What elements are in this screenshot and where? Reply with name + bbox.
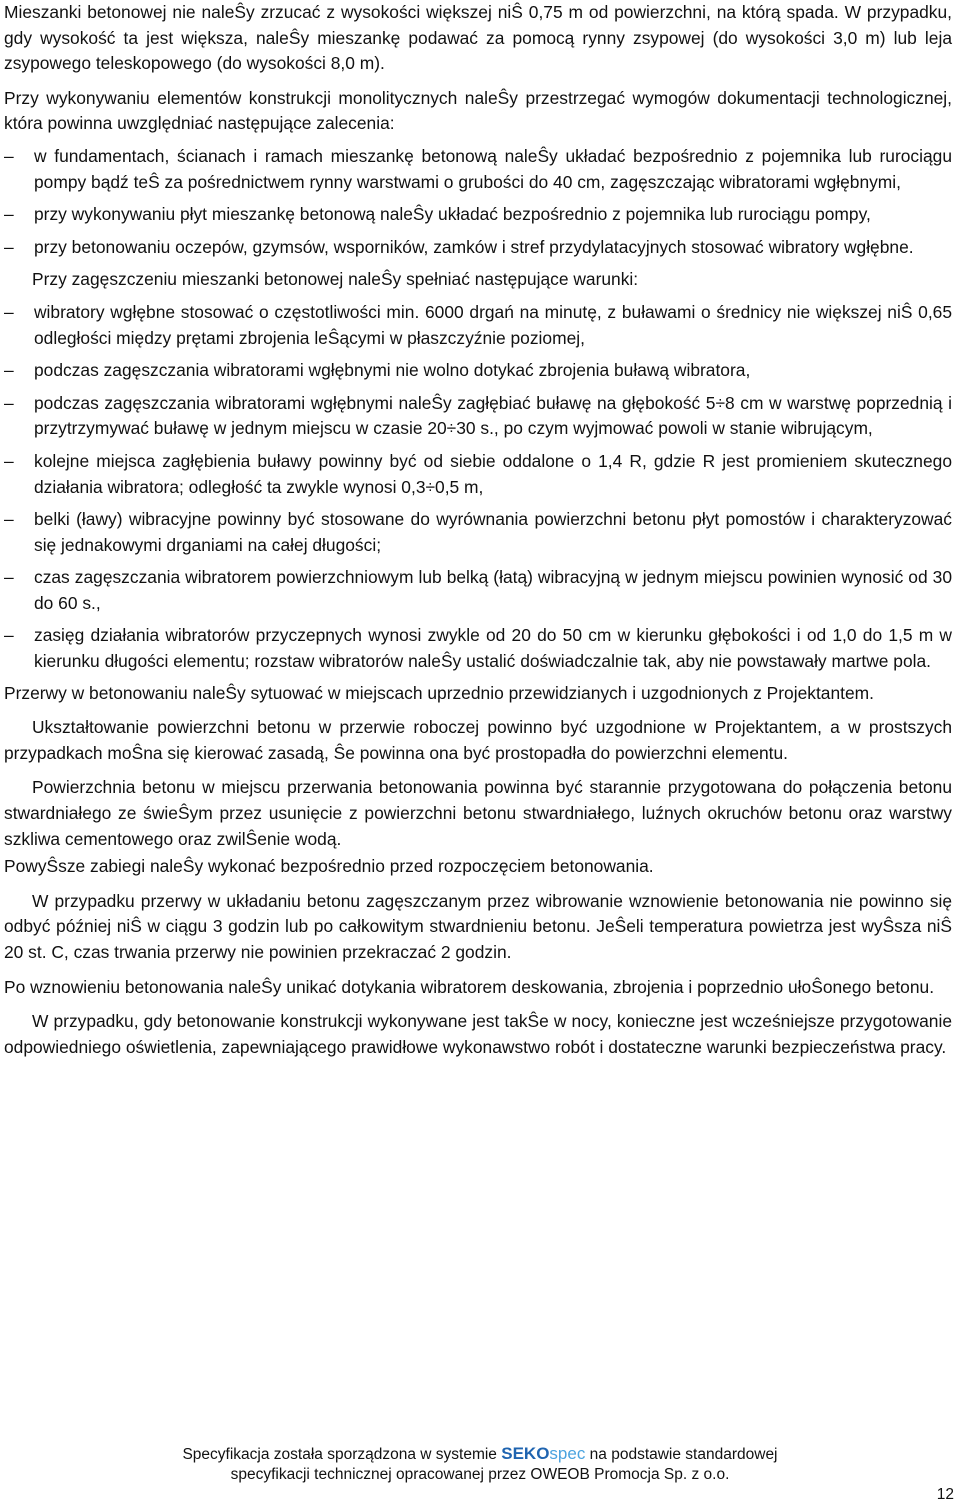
list-dash: –	[4, 625, 14, 646]
list-item-text: kolejne miejsca zagłębienia buławy powinny być od siebie oddalone o 1,4 R, gdzie R jest promieniem skutecznego działania wibratora; odległość ta zwykle wynosi 0,3÷0,5 m,	[34, 450, 952, 497]
list-dash: –	[4, 301, 14, 322]
paragraph: PowyŜsze zabiegi naleŜy wykonać bezpośrednio przed rozpoczęciem betonowania.	[4, 856, 654, 877]
recommendations-list	[4, 144, 952, 260]
list-dash: –	[4, 392, 14, 413]
sekospec-logo	[501, 1446, 585, 1463]
list-dash: –	[4, 204, 14, 225]
list-dash: –	[4, 236, 14, 257]
page-footer	[0, 1444, 960, 1485]
list-item	[4, 565, 952, 616]
list-item-text: zasięg działania wibratorów przyczepnych wynosi zwykle od 20 do 50 cm w kierunku głębokości i od 1,0 do 1,5 m w kierunku długości elementu; rozstaw wibratorów naleŜy ustalić doświadczalnie tak, aby nie powstawały martwe pola.	[34, 625, 952, 672]
paragraph: W przypadku, gdy betonowanie konstrukcji wykonywane jest takŜe w nocy, konieczne jest wcześniejsze przygotowanie odpowiedniego oświetlenia, zapewniającego prawidłowe wykonawstwo robót i dostateczne warunki bezpieczeństwa pracy.	[4, 1011, 952, 1057]
footer-text: na podstawie standardowej	[589, 1446, 778, 1463]
footer-line-2: specyfikacji technicznej opracowanej przez OWEOB Promocja Sp. z o.o.	[230, 1466, 730, 1483]
list-item-text: w fundamentach, ścianach i ramach mieszankę betonową naleŜy układać bezpośrednio z pojemnika lub rurociągu pompy bądź teŜ za pośrednictwem rynny warstwami o grubości do 40 cm, zagęszczając wibratorami wgłębnymi,	[34, 145, 952, 192]
logo-seko: SEKO	[501, 1444, 550, 1463]
paragraph: Ukształtowanie powierzchni betonu w przerwie roboczej powinno być uzgodnione w Projektantem, a w prostszych przypadkach moŜna się kierować zasadą, Ŝe powinna ona być prostopadła do powierzchni elementu.	[4, 717, 952, 763]
list-item	[4, 235, 952, 261]
compaction-conditions-list	[4, 300, 952, 675]
list-item	[4, 202, 952, 228]
list-item	[4, 300, 952, 351]
list-item	[4, 391, 952, 442]
list-dash: –	[4, 567, 14, 588]
page-number: 12	[936, 1486, 954, 1503]
list-item-text: belki (ławy) wibracyjne powinny być stosowane do wyrównania powierzchni betonu płyt pomostów i charakteryzować się jednakowymi drganiami na całej długości;	[34, 509, 952, 555]
list-dash: –	[4, 360, 14, 381]
document-body	[4, 0, 952, 1060]
list-dash: –	[4, 450, 14, 471]
list-item	[4, 144, 952, 195]
paragraph: Po wznowieniu betonowania naleŜy unikać dotykania wibratorem deskowania, zbrojenia i poprzednio ułoŜonego betonu.	[4, 976, 935, 997]
logo-spec: spec	[549, 1444, 586, 1463]
paragraph: Przy zagęszczeniu mieszanki betonowej naleŜy spełniać następujące warunki:	[32, 269, 639, 290]
paragraph: Mieszanki betonowej nie naleŜy zrzucać z wysokości większej niŜ 0,75 m od powierzchni, na którą spada. W przypadku, gdy wysokość ta jest większa, naleŜy mieszankę podawać za pomocą rynny zsypowej (do wysokości 3,0 m) lub leja zsypowego teleskopowego (do wysokości 8,0 m).	[4, 2, 952, 74]
paragraph: Powierzchnia betonu w miejscu przerwania betonowania powinna być starannie przygotowana do połączenia betonu stwardniałego ze świeŜym przez usunięcie z powierzchni betonu stwardniałego, luźnych okruchów betonu oraz warstwy szkliwa cementowego oraz zwilŜenie wodą.	[4, 777, 952, 849]
list-dash: –	[4, 145, 14, 166]
list-item-text: czas zagęszczania wibratorem powierzchniowym lub belką (łatą) wibracyjną w jednym miejscu powinien wynosić od 30 do 60 s.,	[34, 567, 952, 613]
list-item-text: podczas zagęszczania wibratorami wgłębnymi naleŜy zagłębiać buławę na głębokość 5÷8 cm w warstwę poprzednią i przytrzymywać buławę w jednym miejscu w czasie 20÷30 s., po czym wyjmować powoli w stanie wibrującym,	[34, 392, 952, 439]
list-item	[4, 507, 952, 558]
paragraph: Przerwy w betonowaniu naleŜy sytuować w miejscach uprzednio przewidzianych i uzgodnionych z Projektantem.	[4, 682, 874, 703]
list-item-text: przy betonowaniu oczepów, gzymsów, wsporników, zamków i stref przydylatacyjnych stosować wibratory wgłębne.	[34, 236, 914, 257]
footer-text: Specyfikacja została sporządzona w systemie	[182, 1446, 497, 1463]
paragraph: Przy wykonywaniu elementów konstrukcji monolitycznych naleŜy przestrzegać wymogów dokumentacji technologicznej, która powinna uwzględniać następujące zalecenia:	[4, 87, 952, 134]
list-dash: –	[4, 509, 14, 530]
list-item	[4, 449, 952, 500]
list-item	[4, 358, 952, 384]
list-item	[4, 623, 952, 674]
list-item-text: podczas zagęszczania wibratorami wgłębnymi nie wolno dotykać zbrojenia buławą wibratora,	[34, 360, 751, 381]
list-item-text: wibratory wgłębne stosować o częstotliwości min. 6000 drgań na minutę, z buławami o średnicy nie większej niŜ 0,65 odległości między prętami zbrojenia leŜącymi w płaszczyźnie poziomej,	[34, 301, 952, 348]
list-item-text: przy wykonywaniu płyt mieszankę betonową naleŜy układać bezpośrednio z pojemnika lub rurociągu pompy,	[34, 204, 871, 225]
footer-line-1	[0, 1444, 960, 1465]
paragraph: W przypadku przerwy w układaniu betonu zagęszczanym przez wibrowanie wznowienie betonowania nie powinno się odbyć później niŜ w ciągu 3 godzin lub po całkowitym stwardnieniu betonu. JeŜeli temperatura powietrza jest wyŜsza niŜ 20 st. C, czas trwania przerwy nie powinien przekraczać 2 godzin.	[4, 890, 952, 962]
